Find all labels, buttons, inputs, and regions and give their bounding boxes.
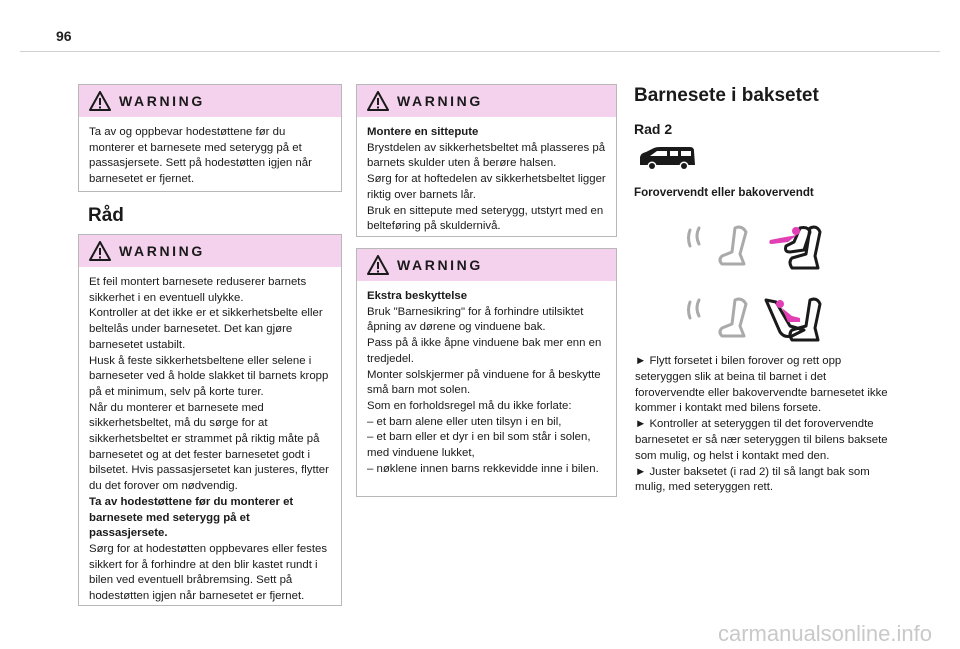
watermark: carmanualsonline.info — [717, 621, 932, 646]
warning-list-item: – et barn eller et dyr i en bil som står i solen, med vinduene lukket, — [367, 431, 591, 460]
warning-box-3 — [356, 84, 617, 237]
warning-box-4 — [356, 248, 617, 497]
warning-list-item: – et barn alene eller uten tilsyn i en bil, — [367, 415, 562, 428]
section-heading-rad: Råd — [88, 205, 124, 226]
warning-paragraph: Sørg for at hodestøtten oppbevares eller festes sikkert for å forhindre at den blir kastet rundt i bilen ved eventuell bråbremsing. Sett på hodestøtten igjen når barnesetet er fjernet. — [89, 542, 328, 603]
warning-paragraph: Husk å feste sikkerhetsbeltene eller selene i barneseter ved å holde slakket til barnets kropp på et minimum, selv på korte turer. — [89, 354, 329, 398]
rear-facing-child-seat-icon — [680, 292, 830, 348]
warning-title: WARNING — [397, 257, 483, 273]
warning-header — [79, 85, 341, 117]
warning-paragraph: Pass på å ikke åpne vinduene bak mer enn en tredjedel. — [367, 337, 602, 365]
warning-paragraph: Brystdelen av sikkerhetsbeltet må plasseres på barnets skulder uten å berøre halsen. — [367, 141, 606, 170]
warning-header — [79, 235, 341, 267]
warning-paragraph: Bruk en sittepute med seterygg, utstyrt med en belteføring på skuldernivå. — [367, 204, 604, 233]
instruction-text — [635, 354, 897, 496]
warning-paragraph: Når du monterer et barnesete med sikkerhetsbeltet, må du sørge for at sikkerhetsbeltet er strammet på riktig måte på barnesetet og at det fester barnesetet godt i bilsetet. Hvis passasjersetet kan justeres, flytter du det forover om nødvendig. — [89, 401, 329, 493]
forward-facing-child-seat-icon — [680, 222, 830, 274]
warning-title: WARNING — [397, 93, 483, 109]
orientation-heading: Forovervendt eller bakovervendt — [634, 186, 814, 199]
vehicle-row2-icon — [636, 144, 698, 172]
section-title: Barnesete i baksetet — [634, 85, 819, 106]
warning-paragraph: Som en forholdsregel må du ikke forlate: — [367, 399, 572, 412]
warning-bold-instruction: Ta av hodestøttene før du monterer et barnesete med seterygg på et passasjersete. — [89, 495, 294, 540]
warning-title: WARNING — [119, 93, 205, 109]
warning-triangle-icon — [367, 255, 389, 275]
instruction-step: ► Flytt forsetet i bilen forover og rett opp seteryggen slik at beina til barnet i det forovervendte eller bakovervendte barnesetet ikke kommer i kontakt med bilens forsete. — [635, 355, 888, 415]
warning-paragraph: Kontroller at det ikke er et sikkerhetsbelte eller beltelås under barnesetet. Det kan gjøre barnesetet ustabilt. — [89, 307, 323, 351]
warning-paragraph: Monter solskjermer på vinduene for å beskytte små barn mot solen. — [367, 368, 601, 397]
warning-paragraph: Bruk "Barnesikring" for å forhindre utilsiktet åpning av dørene og vinduene bak. — [367, 305, 584, 334]
warning-paragraph: Et feil montert barnesete reduserer barnets sikkerhet i en eventuell ulykke. — [89, 276, 307, 304]
warning-text: Ta av og oppbevar hodestøttene før du monterer et barnesete med seterygg på et passasjersete. Sett på hodestøtten igjen når barnesetet er fjernet. — [89, 126, 312, 186]
warning-subheading: Ekstra beskyttelse — [367, 290, 468, 302]
row-heading: Rad 2 — [634, 121, 673, 137]
page-number: 96 — [56, 28, 72, 44]
warning-title: WARNING — [119, 243, 205, 259]
warning-header — [357, 85, 616, 117]
warning-box-1 — [78, 84, 342, 192]
warning-box-2 — [78, 234, 342, 606]
warning-list-item: – nøklene innen barns rekkevidde inne i bilen. — [367, 462, 599, 475]
warning-header — [357, 249, 616, 281]
warning-paragraph: Sørg for at hoftedelen av sikkerhetsbeltet ligger riktig over barnets lår. — [367, 173, 606, 201]
warning-subheading: Montere en sittepute — [367, 126, 479, 138]
warning-triangle-icon — [89, 241, 111, 261]
instruction-step: ► Juster baksetet (i rad 2) til så langt bak som mulig, med seteryggen rett. — [635, 465, 870, 494]
header-divider — [20, 51, 940, 52]
warning-triangle-icon — [367, 91, 389, 111]
warning-triangle-icon — [89, 91, 111, 111]
instruction-step: ► Kontroller at seteryggen til det forovervendte barnesetet er så nær seteryggen til bilens baksete som mulig, og helst i kontakt med den. — [635, 418, 888, 462]
